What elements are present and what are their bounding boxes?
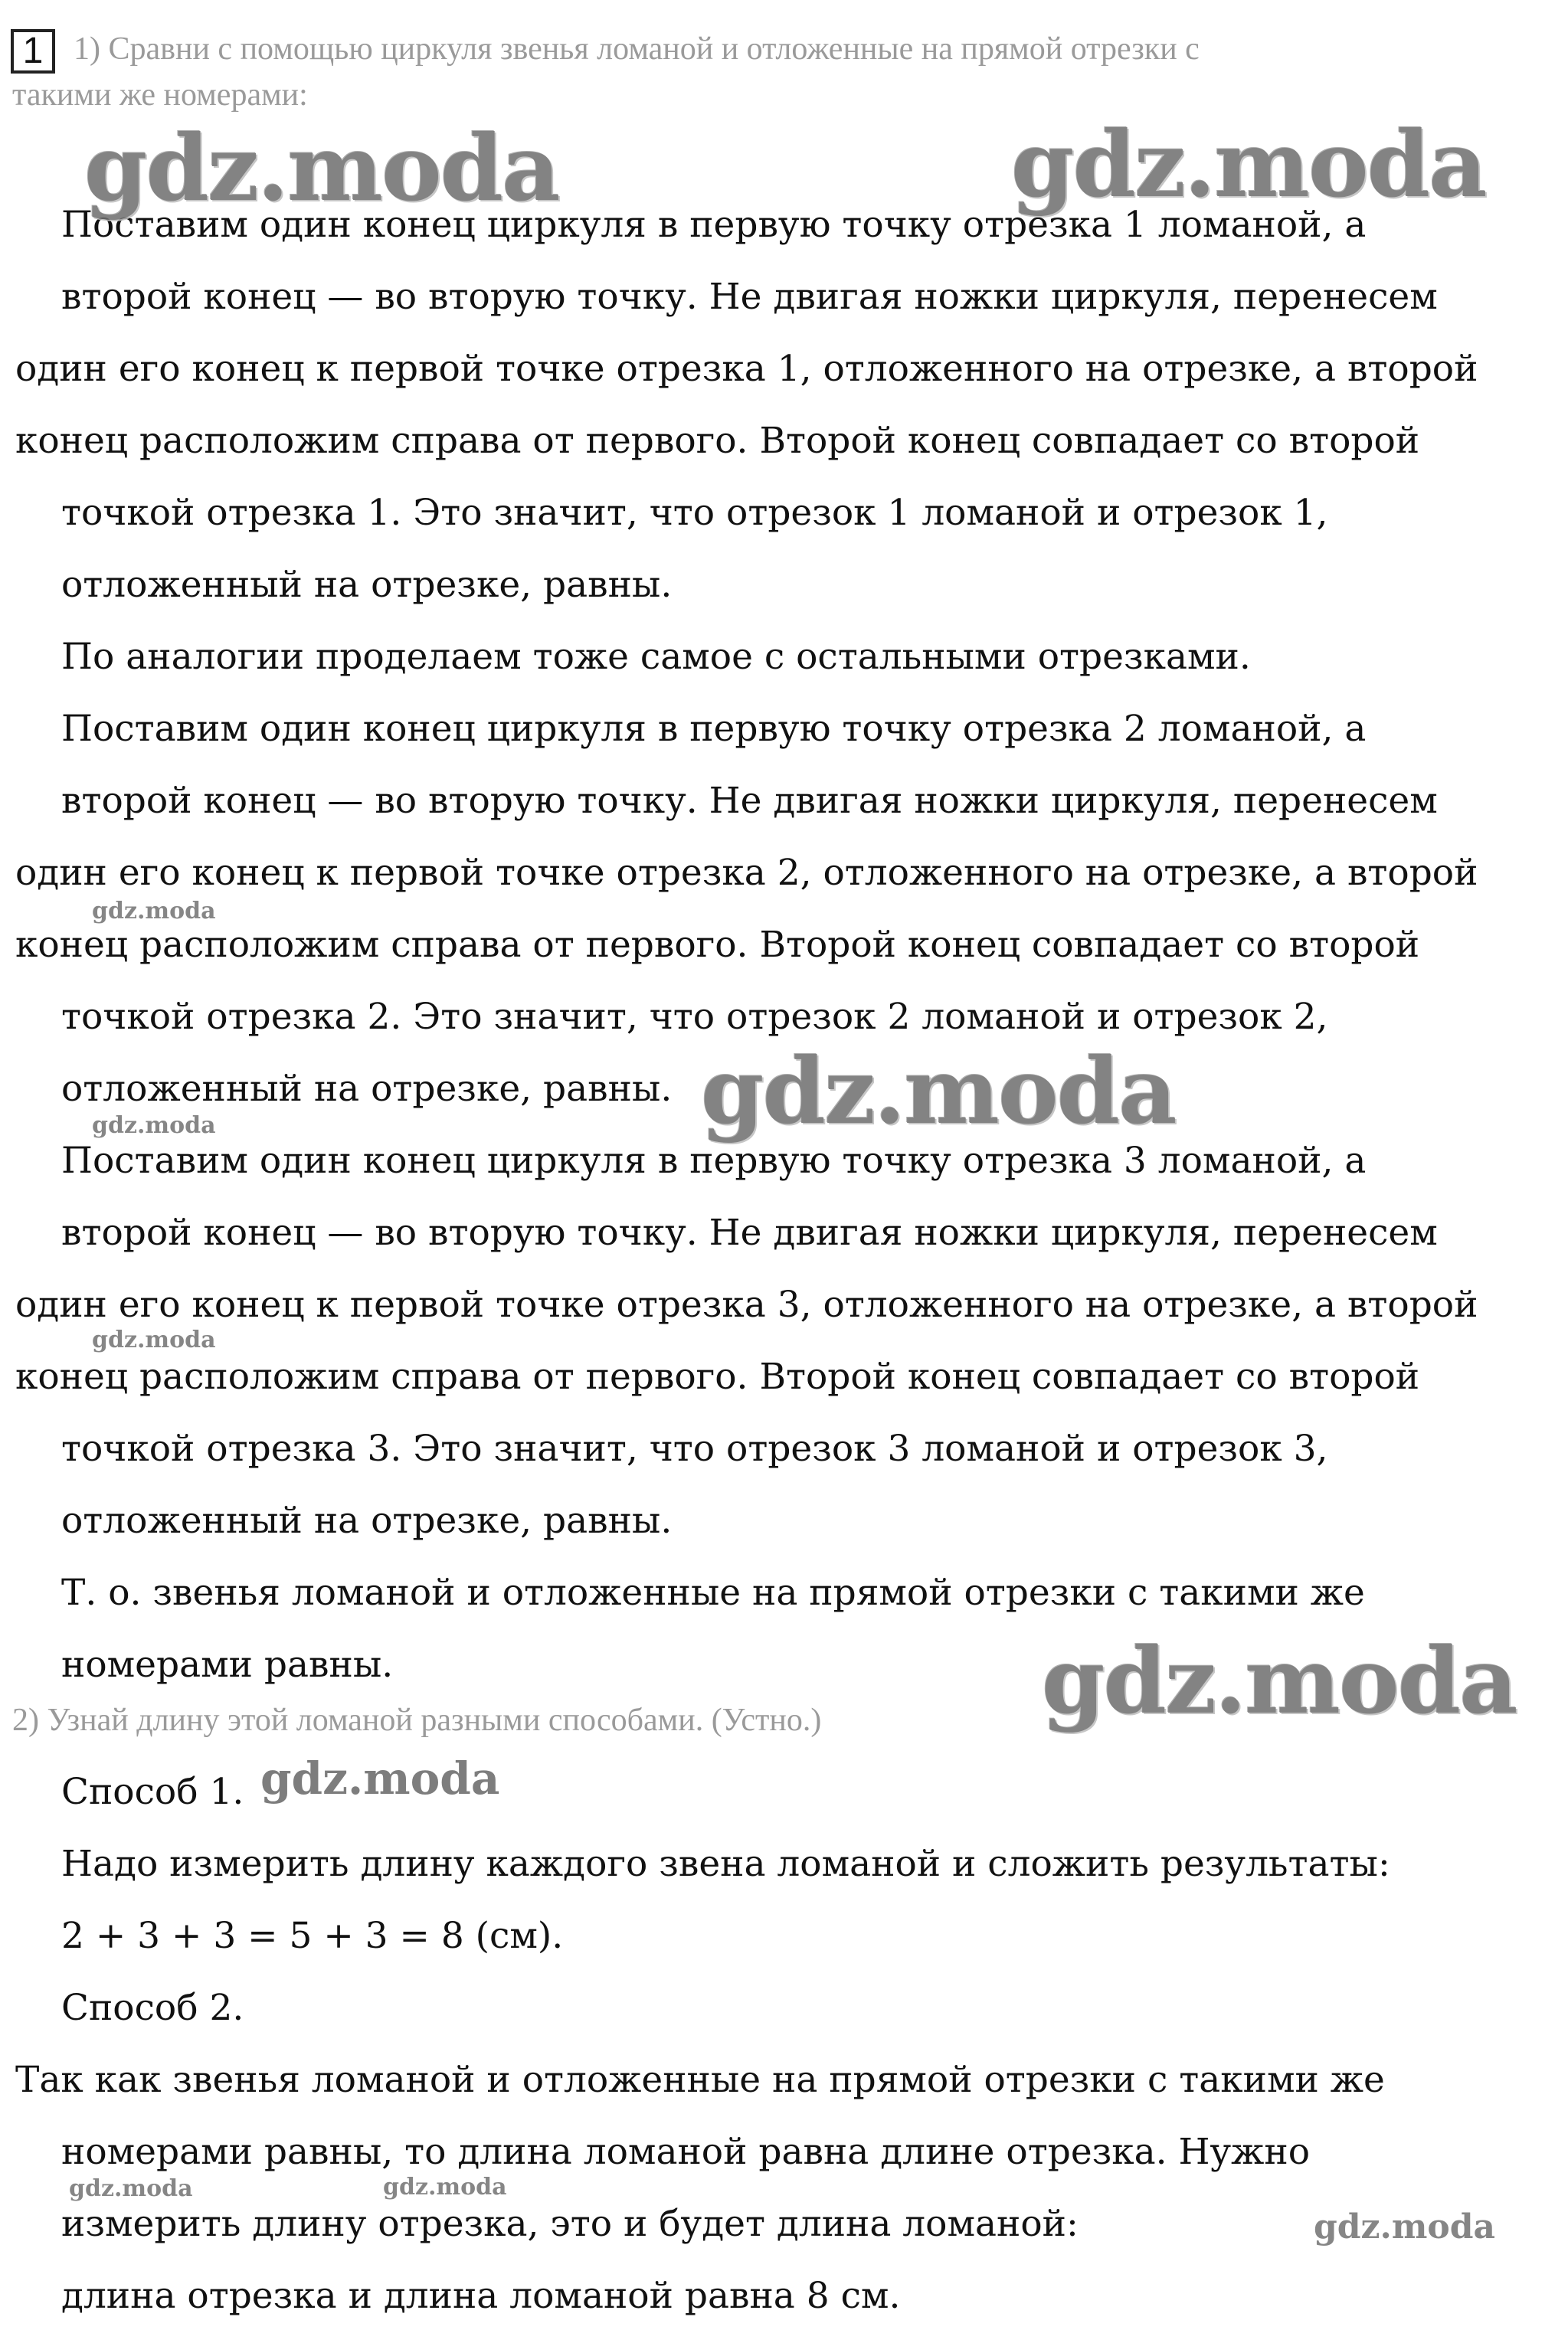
- method-2-line: длина отрезка и длина ломаной равна 8 см.: [61, 2275, 901, 2317]
- answer-line: Поставим один конец циркуля в первую точку отрезка 3 ломаной, а: [61, 1140, 1367, 1182]
- answer-line: один его конец к первой точке отрезка 2, отложенного на отрезке, а второй: [15, 852, 1478, 894]
- question-1-line-1: 1) Сравни с помощью циркуля звенья ломаной и отложенные на прямой отрезки с: [74, 31, 1200, 67]
- answer-line: отложенный на отрезке, равны.: [61, 564, 673, 606]
- task-number-box: 1: [11, 29, 55, 74]
- answer-line: отложенный на отрезке, равны.: [61, 1500, 673, 1542]
- answer-line: второй конец — во вторую точку. Не двигая ножки циркуля, перенесем: [61, 780, 1438, 822]
- watermark: gdz.moda: [92, 1112, 216, 1139]
- method-2-title: Способ 2.: [61, 1987, 244, 2029]
- watermark: gdz.moda: [69, 2175, 193, 2202]
- answer-line: один его конец к первой точке отрезка 1, отложенного на отрезке, а второй: [15, 348, 1478, 390]
- watermark: gdz.moda: [701, 1038, 1176, 1144]
- watermark: gdz.moda: [1011, 111, 1486, 218]
- answer-line: второй конец — во вторую точку. Не двигая ножки циркуля, перенесем: [61, 1212, 1438, 1254]
- watermark: gdz.moda: [92, 1327, 216, 1353]
- answer-line: конец расположим справа от первого. Второй конец совпадает со второй: [15, 1356, 1420, 1398]
- answer-line: Т. о. звенья ломаной и отложенные на прямой отрезки с такими же: [61, 1572, 1365, 1614]
- answer-line: конец расположим справа от первого. Второй конец совпадает со второй: [15, 924, 1420, 966]
- question-2: 2) Узнай длину этой ломаной разными способами. (Устно.): [12, 1703, 822, 1738]
- method-1-formula: 2 + 3 + 3 = 5 + 3 = 8 (см).: [61, 1915, 564, 1957]
- answer-line: точкой отрезка 3. Это значит, что отрезок 3 ломаной и отрезок 3,: [61, 1428, 1328, 1470]
- method-2-line: номерами равны, то длина ломаной равна длине отрезка. Нужно: [61, 2131, 1311, 2173]
- watermark: gdz.moda: [92, 898, 216, 924]
- answer-line: Поставим один конец циркуля в первую точку отрезка 1 ломаной, а: [61, 204, 1367, 246]
- method-1-title: Способ 1.: [61, 1771, 244, 1813]
- watermark: gdz.moda: [260, 1752, 500, 1805]
- answer-line: конец расположим справа от первого. Второй конец совпадает со второй: [15, 420, 1420, 462]
- answer-line: точкой отрезка 1. Это значит, что отрезок 1 ломаной и отрезок 1,: [61, 492, 1328, 534]
- answer-line: номерами равны.: [61, 1644, 394, 1686]
- answer-line: отложенный на отрезке, равны.: [61, 1068, 673, 1110]
- method-2-line: Так как звенья ломаной и отложенные на прямой отрезки с такими же: [15, 2059, 1385, 2101]
- method-1-text: Надо измерить длину каждого звена ломаной и сложить результаты:: [61, 1843, 1390, 1885]
- answer-line: точкой отрезка 2. Это значит, что отрезок 2 ломаной и отрезок 2,: [61, 996, 1328, 1038]
- watermark: gdz.moda: [1314, 2207, 1496, 2246]
- method-2-line: измерить длину отрезка, это и будет длина ломаной:: [61, 2203, 1079, 2245]
- question-1-line-2: такими же номерами:: [12, 77, 308, 113]
- watermark: gdz.moda: [84, 115, 559, 221]
- watermark: gdz.moda: [383, 2174, 507, 2201]
- answer-line: Поставим один конец циркуля в первую точку отрезка 2 ломаной, а: [61, 708, 1367, 750]
- answer-line: второй конец — во вторую точку. Не двигая ножки циркуля, перенесем: [61, 276, 1438, 318]
- watermark: gdz.moda: [1042, 1628, 1517, 1734]
- answer-line: один его конец к первой точке отрезка 3, отложенного на отрезке, а второй: [15, 1284, 1478, 1326]
- answer-line: По аналогии проделаем тоже самое с остальными отрезками.: [61, 636, 1251, 678]
